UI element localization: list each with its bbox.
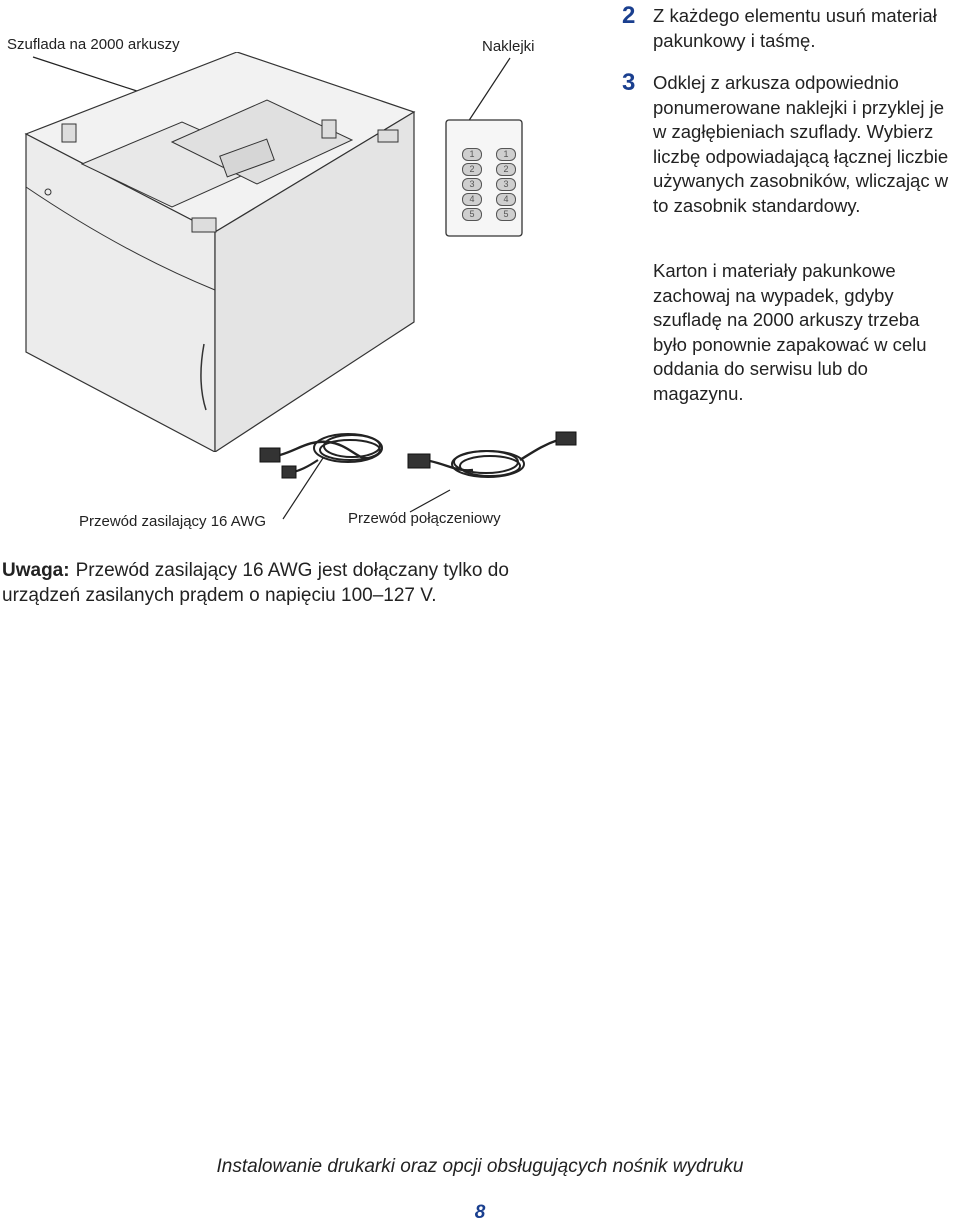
sticker-number: 4 [462, 193, 482, 206]
note-text: Przewód zasilający 16 AWG jest dołączany tylko do urządzeń zasilanych prądem o napięciu 100–127 V. [2, 560, 509, 606]
sticker-number: 5 [496, 208, 516, 221]
sticker-number: 2 [496, 163, 516, 176]
sticker-number: 2 [462, 163, 482, 176]
note-label: Uwaga: [2, 560, 70, 581]
footer-title: Instalowanie drukarki oraz opcji obsługujących nośnik wydruku [216, 1156, 744, 1177]
page-number: 8 [474, 1202, 486, 1223]
stickers-column-left [462, 148, 482, 223]
sticker-number: 3 [462, 178, 482, 191]
drawer-illustration [22, 52, 452, 452]
packaging-paragraph: Karton i materiały pakunkowe zachowaj na wypadek, gdyby szufladę na 2000 arkuszy trzeba było ponownie zapakować w celu oddania do serwisu lub do magazynu. [653, 260, 927, 404]
step-number: 2 [622, 2, 636, 29]
step-text: Odklej z arkusza odpowiednio ponumerowane naklejki i przyklej je w zagłębieniach szuflady. Wybierz liczbę odpowiadającą łącznej liczbie używanych zasobników, wliczając w to zasobnik standardowy. [653, 72, 949, 216]
step-number: 3 [622, 69, 636, 96]
connection-cord-label: Przewód połączeniowy [348, 510, 501, 527]
sticker-number: 4 [496, 193, 516, 206]
power-cord-label: Przewód zasilający 16 AWG [79, 513, 267, 530]
note [2, 558, 542, 608]
step-3 [622, 71, 960, 219]
power-cord-plug-icon [260, 448, 280, 462]
sticker-number: 1 [496, 148, 516, 161]
connection-cord-plug-icon [408, 454, 430, 468]
stickers-label: Naklejki [482, 38, 535, 55]
stickers-column-right [496, 148, 516, 223]
drawer-label: Szuflada na 2000 arkuszy [7, 36, 180, 53]
cords-illustration [258, 420, 588, 500]
sticker-number: 1 [462, 148, 482, 161]
sticker-number: 3 [496, 178, 516, 191]
step-2 [622, 4, 960, 53]
step-text: Z każdego elementu usuń materiał pakunkowy i taśmę. [653, 5, 937, 51]
sticker-number: 5 [462, 208, 482, 221]
